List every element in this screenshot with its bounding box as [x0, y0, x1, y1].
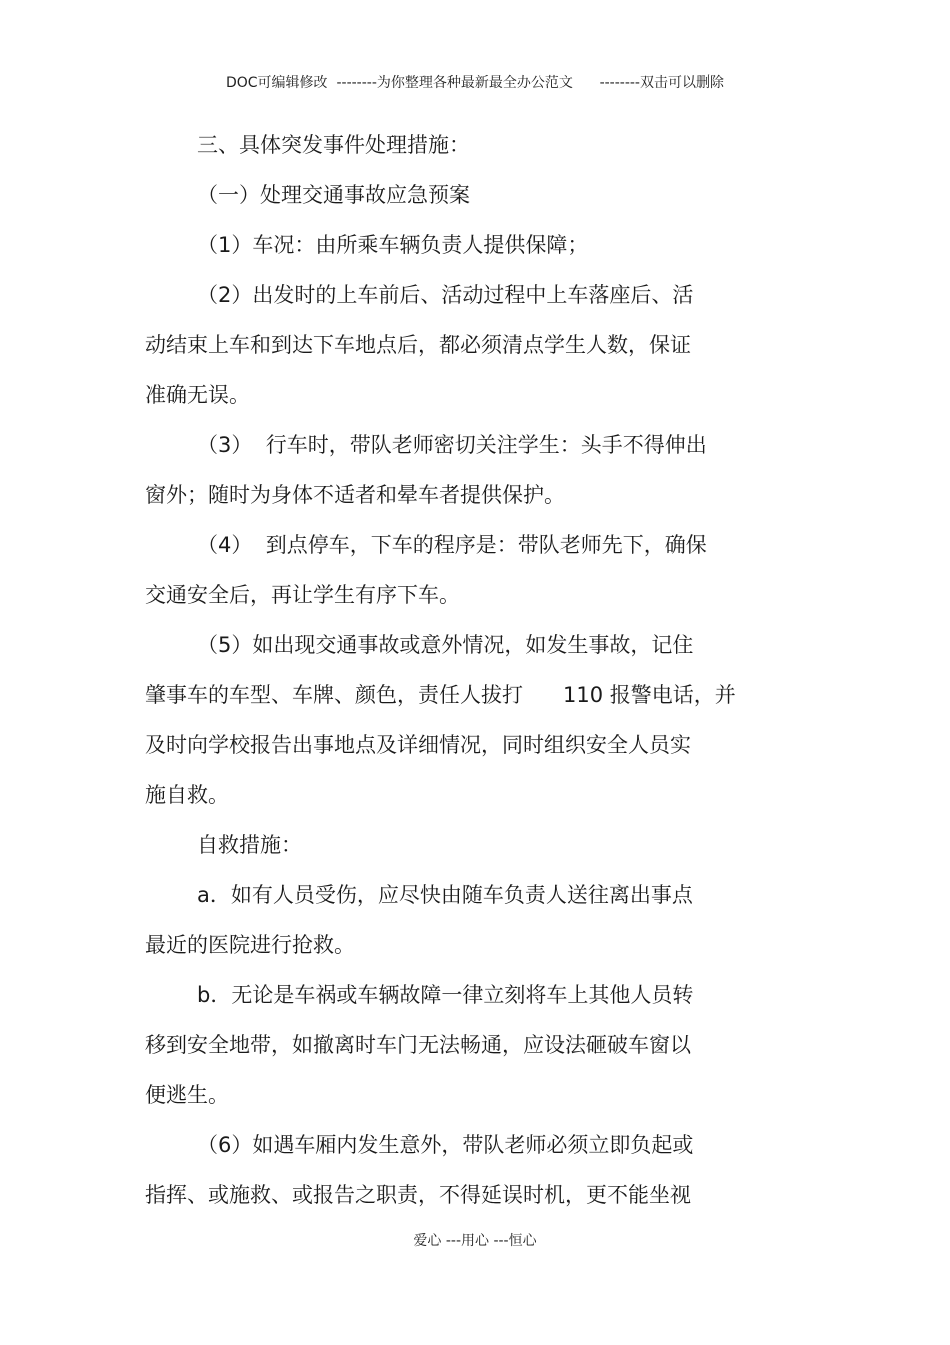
text-line: （1）车况：由所乘车辆负责人提供保障； [197, 233, 589, 257]
text-line: 及时向学校报告出事地点及详细情况，同时组织安全人员实 [145, 733, 691, 757]
subsection-heading: （一）处理交通事故应急预案 [197, 183, 470, 207]
page-header: DOC可编辑修改 --------为你整理各种最新最全办公范文 --------双击可以删除 [225, 75, 724, 91]
text-line: （2）出发时的上车前后、活动过程中上车落座后、活 [197, 283, 694, 307]
text-line: （5）如出现交通事故或意外情况，如发生事故，记住 [197, 633, 694, 657]
section-heading: 三、具体突发事件处理措施： [197, 133, 470, 157]
text-line: 准确无误。 [145, 383, 250, 407]
text-line: 施自救。 [145, 783, 229, 807]
text-line: 窗外；随时为身体不适者和晕车者提供保护。 [145, 483, 565, 507]
text-line: （4） 到点停车，下车的程序是：带队老师先下，确保 [197, 533, 707, 557]
document-body [145, 120, 815, 1220]
text-line: （6）如遇车厢内发生意外，带队老师必须立即负起或 [197, 1133, 694, 1157]
text-line: 便逃生。 [145, 1083, 229, 1107]
page-footer: 爱心 ---用心 ---恒心 [413, 1233, 537, 1249]
text-line: 移到安全地带，如撤离时车门无法畅通，应设法砸破车窗以 [145, 1033, 691, 1057]
text-line: 动结束上车和到达下车地点后，都必须清点学生人数，保证 [145, 333, 691, 357]
text-line: 自救措施： [197, 833, 302, 857]
text-line: （3） 行车时，带队老师密切关注学生：头手不得伸出 [197, 433, 707, 457]
text-line: b．无论是车祸或车辆故障一律立刻将车上其他人员转 [197, 983, 694, 1007]
text-line: 肇事车的车型、车牌、颜色，责任人拔打 110 报警电话，并 [145, 683, 736, 707]
text-line: 最近的医院进行抢救。 [145, 933, 355, 957]
text-line: a．如有人员受伤，应尽快由随车负责人送往离出事点 [197, 883, 693, 907]
text-line: 指挥、或施救、或报告之职责，不得延误时机，更不能坐视 [145, 1183, 691, 1207]
text-line: 交通安全后，再让学生有序下车。 [145, 583, 460, 607]
